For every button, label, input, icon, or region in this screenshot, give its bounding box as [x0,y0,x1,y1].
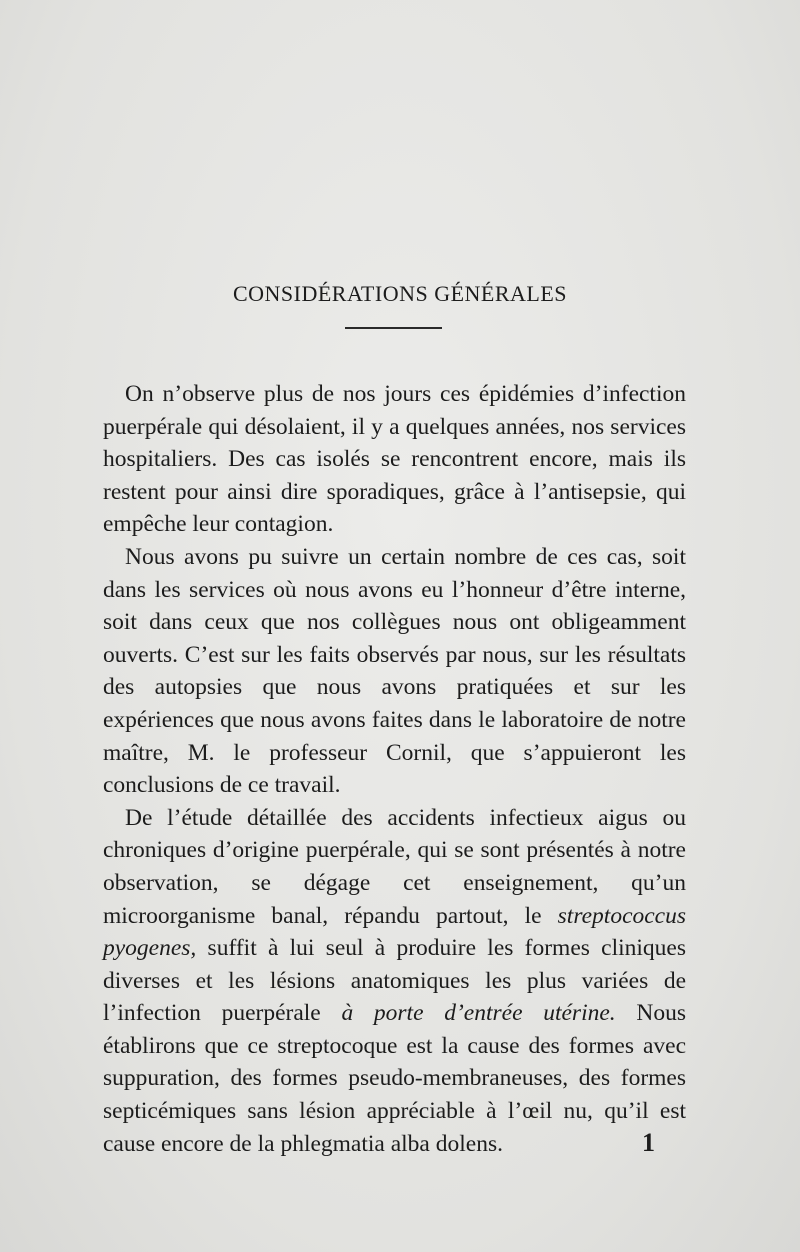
body-text [103,378,686,1160]
text-run: suffit à lui seul à produire les formes cliniques diverses et les lésions anatomiques les plus variées de l’infection puerpérale [103,935,686,1027]
chapter-heading: CONSIDÉRATIONS GÉNÉRALES [232,280,568,306]
text-run: Nous établirons que ce streptocoque est la cause des formes avec suppuration, des formes pseudo-membraneuses, des formes septicémiques sans lésion appréciable à l’œil nu, qu’il est cause encore de la phlegmatia alba dolens. [103,1000,686,1157]
italic-text: à porte d’entrée utérine. [341,1000,616,1027]
text-run: On n’observe plus de nos jours ces épidémies d’infection puerpérale qui désolaient, il y a quelques années, nos services hospitaliers. Des cas isolés se rencontrent encore, mais ils restent pour ainsi dire sporadiques, grâce à l’antisepsie, qui empêche leur contagion. [103,381,686,538]
heading-rule [345,327,442,329]
page-number: 1 [642,1128,655,1157]
paragraph [103,541,686,802]
text-run: De l’étude détaillée des accidents infectieux aigus ou chroniques d’origine puerpérale, qui se sont présentés à notre observation, se dégage cet enseignement, qu’un microorganisme banal, répandu partout, le [103,804,686,929]
text-run: Nous avons pu suivre un certain nombre de ces cas, soit dans les services où nous avons eu l’honneur d’être interne, soit dans ceux que nos collègues nous ont obligeamment ouverts. C’est sur les faits observés par nous, sur les résultats des autopsies que nous avons pratiquées et sur les expériences que nous avons faites dans le laboratoire de notre maître, M. le professeur Cornil, que s’appuieront les conclusions de ce travail. [103,543,686,799]
reverse-side-bleed-through [100,150,700,270]
paragraph [103,378,686,541]
paragraph [103,802,686,1161]
italic-text: streptococcus pyogenes, [103,902,686,962]
